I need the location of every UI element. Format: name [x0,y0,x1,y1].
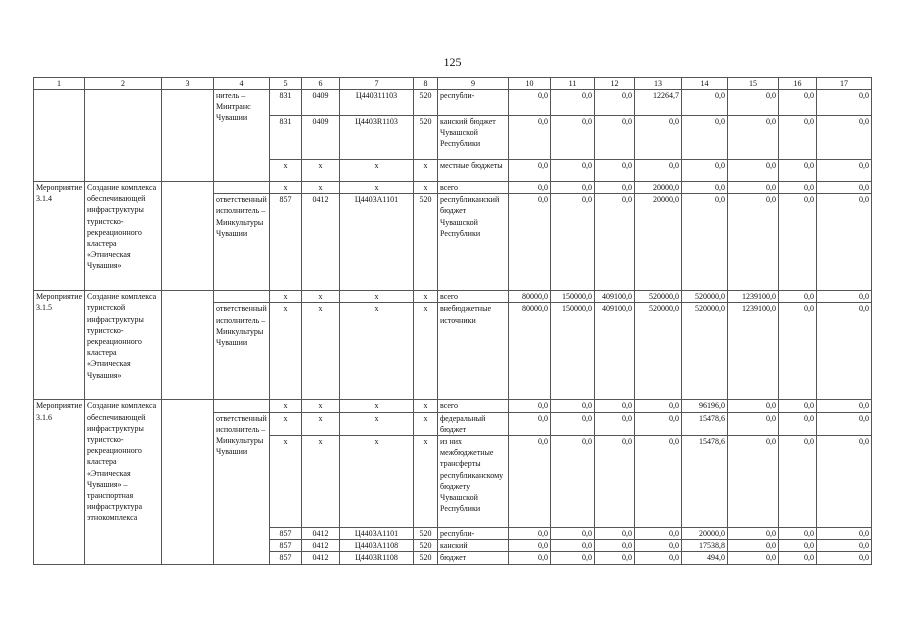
cell-value: 0,0 [595,552,635,564]
cell-value: 0,0 [595,436,635,528]
cell-executor-top [214,182,270,194]
col-header: 14 [682,78,728,90]
cell-funding-source: всего [438,400,509,412]
cell-code-target: x [340,412,414,435]
col-header: 7 [340,78,414,90]
cell-value: 0,0 [635,412,682,435]
cell-code-admin: x [270,182,302,194]
cell-code-type: x [414,436,438,528]
cell-value: 96196,0 [682,400,728,412]
cell-value: 0,0 [817,182,872,194]
cell-value: 150000,0 [551,303,595,400]
col-header: 12 [595,78,635,90]
cell-value: 520000,0 [635,291,682,303]
cell-value: 0,0 [509,412,551,435]
cell-value: 0,0 [682,182,728,194]
cell-value: 0,0 [779,194,817,291]
header-row [34,78,872,90]
cell-code-type: 520 [414,528,438,540]
cell-value: 1239100,0 [728,291,779,303]
cell-code-target: x [340,436,414,528]
cell-value: 0,0 [817,552,872,564]
cell-code-section: 0412 [302,552,340,564]
cell-name: Создание комплекса обеспечивающей инфраструктуры туристско-рекреационного кластера «Этническая Чувашия» – транспортная инфраструктура этнокомплекса [85,400,162,564]
col-header: 9 [438,78,509,90]
cell-value: 0,0 [779,116,817,160]
cell-code-type: 520 [414,90,438,116]
cell-value: 0,0 [817,194,872,291]
cell-code-section: x [302,436,340,528]
cell-code-section: x [302,400,340,412]
cell-funding-source: местные бюджеты [438,160,509,182]
cell-label [34,90,85,182]
cell-value: 0,0 [509,116,551,160]
cell-code-type: 520 [414,194,438,291]
cell-value: 0,0 [509,540,551,552]
cell-code-admin: 857 [270,552,302,564]
cell-value: 0,0 [551,182,595,194]
page-number: 125 [443,55,462,69]
cell-value: 150000,0 [551,291,595,303]
cell-code-admin: 831 [270,90,302,116]
cell-executor-top [214,291,270,303]
cell-value: 0,0 [551,90,595,116]
cell-value: 20000,0 [682,528,728,540]
cell-value: 0,0 [779,540,817,552]
col-header: 6 [302,78,340,90]
cell-code-admin: 857 [270,528,302,540]
cell-value: 0,0 [817,400,872,412]
cell-value: 0,0 [817,90,872,116]
budget-table [33,77,872,565]
cell-name [85,90,162,182]
cell-value: 520000,0 [682,303,728,400]
cell-code-admin: x [270,436,302,528]
table-row [34,400,872,412]
cell-code-admin: x [270,291,302,303]
cell-value: 0,0 [728,552,779,564]
cell-value: 0,0 [779,400,817,412]
cell-code-target: x [340,400,414,412]
cell-value: 17538,8 [682,540,728,552]
col-header: 10 [509,78,551,90]
cell-executor: ответственный исполнитель – Минкультуры Чувашии [214,303,270,400]
cell-label: Мероприятие 3.1.4 [34,182,85,291]
cell-blank [162,400,214,564]
cell-code-type: x [414,303,438,400]
cell-value: 0,0 [779,291,817,303]
cell-value: 0,0 [728,194,779,291]
cell-value: 0,0 [728,116,779,160]
cell-funding-source: республиканский бюджет Чувашской Республики [438,194,509,291]
cell-value: 0,0 [728,400,779,412]
cell-funding-source: республи- [438,90,509,116]
cell-value: 15478,6 [682,436,728,528]
cell-value: 0,0 [817,303,872,400]
cell-code-type: x [414,160,438,182]
col-header: 1 [34,78,85,90]
cell-code-target: x [340,291,414,303]
cell-value: 0,0 [779,436,817,528]
cell-code-target: Ц4403R1108 [340,552,414,564]
cell-value: 0,0 [595,160,635,182]
cell-value: 1239100,0 [728,303,779,400]
cell-code-target: Ц440311103 [340,90,414,116]
cell-code-type: 520 [414,552,438,564]
cell-funding-source: канский бюджет Чувашской Республики [438,116,509,160]
cell-value: 0,0 [551,160,595,182]
cell-value: 0,0 [509,90,551,116]
cell-value: 0,0 [779,528,817,540]
cell-value: 0,0 [635,400,682,412]
cell-blank [162,90,214,182]
cell-value: 0,0 [728,182,779,194]
cell-value: 0,0 [551,540,595,552]
cell-code-admin: 857 [270,194,302,291]
cell-value: 0,0 [682,160,728,182]
cell-value: 0,0 [779,182,817,194]
cell-funding-source: внебюджетные источники [438,303,509,400]
cell-value: 15478,6 [682,412,728,435]
cell-code-section: x [302,303,340,400]
cell-value: 0,0 [635,160,682,182]
cell-value: 0,0 [635,552,682,564]
cell-value: 0,0 [728,436,779,528]
cell-funding-source: бюджет [438,552,509,564]
cell-value: 20000,0 [635,182,682,194]
cell-value: 0,0 [551,436,595,528]
cell-code-section: x [302,412,340,435]
cell-funding-source: республи- [438,528,509,540]
cell-value: 0,0 [509,194,551,291]
cell-code-type: x [414,291,438,303]
cell-code-section: x [302,160,340,182]
cell-value: 409100,0 [595,291,635,303]
cell-code-section: x [302,291,340,303]
cell-funding-source: канский [438,540,509,552]
col-header: 17 [817,78,872,90]
cell-value: 0,0 [595,528,635,540]
cell-value: 0,0 [595,400,635,412]
cell-value: 12264,7 [635,90,682,116]
cell-value: 520000,0 [635,303,682,400]
cell-value: 0,0 [728,528,779,540]
cell-code-target: Ц4403R1103 [340,116,414,160]
cell-funding-source: федеральный бюджет [438,412,509,435]
cell-value: 0,0 [817,528,872,540]
cell-value: 80000,0 [509,291,551,303]
cell-value: 520000,0 [682,291,728,303]
cell-value: 0,0 [509,182,551,194]
cell-blank [162,182,214,291]
col-header: 8 [414,78,438,90]
cell-value: 0,0 [551,400,595,412]
col-header: 16 [779,78,817,90]
cell-value: 0,0 [779,90,817,116]
cell-value: 0,0 [817,436,872,528]
cell-value: 409100,0 [595,303,635,400]
cell-value: 0,0 [551,552,595,564]
cell-value: 20000,0 [635,194,682,291]
table-row [34,182,872,194]
cell-value: 0,0 [595,90,635,116]
cell-code-admin: 857 [270,540,302,552]
cell-value: 494,0 [682,552,728,564]
cell-code-type: x [414,412,438,435]
cell-value: 0,0 [817,412,872,435]
cell-value: 0,0 [779,303,817,400]
cell-label: Мероприятие 3.1.5 [34,291,85,400]
cell-code-type: 520 [414,540,438,552]
cell-executor-top [214,400,270,412]
cell-value: 80000,0 [509,303,551,400]
cell-name: Создание комплекса туристской инфраструктуры туристско-рекреационного кластера «Этническая Чувашия» [85,291,162,400]
cell-funding-source: всего [438,291,509,303]
cell-code-admin: x [270,412,302,435]
cell-value: 0,0 [817,160,872,182]
cell-code-target: Ц4403А1108 [340,540,414,552]
cell-code-target: x [340,160,414,182]
cell-executor: ответственный исполнитель – Минкультуры Чувашии [214,412,270,564]
cell-code-type: x [414,400,438,412]
cell-value: 0,0 [728,412,779,435]
col-header: 15 [728,78,779,90]
cell-label: Мероприятие 3.1.6 [34,400,85,564]
cell-code-type: 520 [414,116,438,160]
cell-value: 0,0 [509,400,551,412]
cell-value: 0,0 [509,160,551,182]
col-header: 2 [85,78,162,90]
cell-value: 0,0 [779,160,817,182]
cell-value: 0,0 [682,116,728,160]
cell-value: 0,0 [509,552,551,564]
cell-value: 0,0 [728,90,779,116]
cell-code-type: x [414,182,438,194]
col-header: 13 [635,78,682,90]
cell-value: 0,0 [509,528,551,540]
cell-code-admin: x [270,160,302,182]
cell-name: Создание комплекса обеспечивающей инфраструктуры туристско-рекреационного кластера «Этническая Чувашия» [85,182,162,291]
cell-value: 0,0 [728,540,779,552]
cell-value: 0,0 [817,291,872,303]
cell-value: 0,0 [635,116,682,160]
cell-value: 0,0 [635,528,682,540]
cell-code-target: Ц4403А1101 [340,194,414,291]
cell-value: 0,0 [595,116,635,160]
cell-blank [162,291,214,400]
cell-value: 0,0 [551,412,595,435]
cell-value: 0,0 [595,540,635,552]
cell-code-section: 0412 [302,194,340,291]
cell-code-section: 0412 [302,540,340,552]
cell-value: 0,0 [551,528,595,540]
table-row [34,90,872,116]
cell-value: 0,0 [817,540,872,552]
col-header: 4 [214,78,270,90]
cell-value: 0,0 [595,194,635,291]
cell-value: 0,0 [509,436,551,528]
cell-value: 0,0 [779,552,817,564]
cell-funding-source: из них межбюджетные трансферты республиканскому бюджету Чувашской Республики [438,436,509,528]
cell-code-section: 0409 [302,90,340,116]
cell-value: 0,0 [595,182,635,194]
cell-code-admin: x [270,400,302,412]
cell-value: 0,0 [635,436,682,528]
cell-value: 0,0 [817,116,872,160]
cell-value: 0,0 [779,412,817,435]
cell-value: 0,0 [728,160,779,182]
cell-code-target: x [340,182,414,194]
col-header: 3 [162,78,214,90]
cell-value: 0,0 [551,116,595,160]
cell-code-section: x [302,182,340,194]
cell-executor: ответственный исполнитель – Минкультуры Чувашии [214,194,270,291]
cell-code-target: Ц4403А1101 [340,528,414,540]
table-row [34,291,872,303]
cell-executor: нитель – Минтранс Чувашии [214,90,270,182]
cell-code-admin: x [270,303,302,400]
cell-funding-source: всего [438,182,509,194]
cell-code-target: x [340,303,414,400]
cell-code-admin: 831 [270,116,302,160]
cell-value: 0,0 [635,540,682,552]
cell-value: 0,0 [682,90,728,116]
col-header: 5 [270,78,302,90]
cell-code-section: 0412 [302,528,340,540]
cell-value: 0,0 [551,194,595,291]
cell-value: 0,0 [682,194,728,291]
cell-code-section: 0409 [302,116,340,160]
cell-value: 0,0 [595,412,635,435]
col-header: 11 [551,78,595,90]
